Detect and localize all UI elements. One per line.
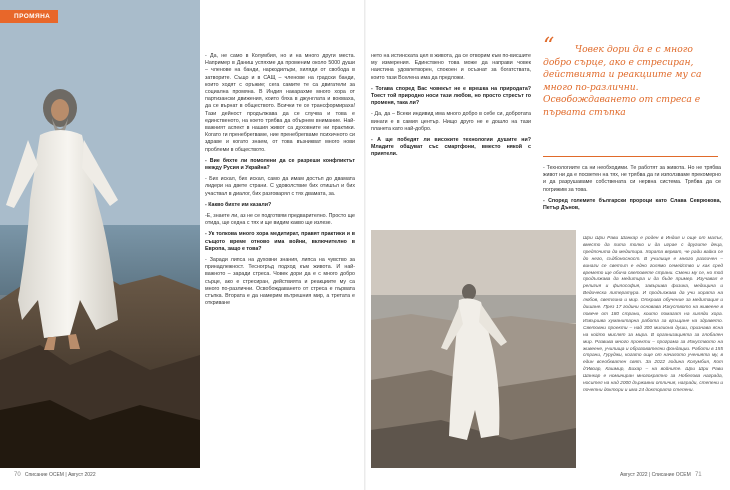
right-page-column-2 <box>543 165 721 216</box>
pull-quote-divider <box>543 156 718 157</box>
paragraph: -Е, знаете ли, аз не се подготвям предварително. Просто ще отида, ще седна с тях и ще видим какво ще излезе. <box>205 213 355 227</box>
section-tag: ПРОМЯНА <box>0 10 58 23</box>
paragraph: - Да, да – Всеки индивид има много добро в себе си, добротата винаги е в самия център. Нищо друго не е дошло на тази планета като най-добро. <box>371 111 531 132</box>
interview-question: - Какво бихте им казали? <box>205 201 272 208</box>
magazine-name: Списание ОСЕМ <box>24 472 64 478</box>
paragraph: - Да, не само в Колумбия, но и на много други места. Например в Даниш успяхме да променим около 5000 души – членове на банди, наркодилъри, хиляди от свобода в затворите. Също и в САЩ – членове на градски банди, които ходят с оръжие; сега самите те са двигатели за социална промяна. В Индия накарахме много хора от партизански движения, които бяха в джунглата и воюваха, да се върнат в обществото. Всички те се трансформираха! Тази дейност продължава да се случва и това е единственото, на което трябва да обърнем внимание. Най-важният аспект в нашия живот са духовните ни практики. Когато ги пренебрегваме, ние пренебрегваме психичното си здраве и когато знаем, от това възникват много нови проблеми в обществото. <box>205 53 355 153</box>
interview-question: - А ще победят ли високите технологии душите ни? Младите общуват със смартфони, вместо някой с приятели. <box>371 137 531 158</box>
left-footer: 70 Списание ОСЕМ | Август 2022 <box>14 472 96 478</box>
page-number: 70 <box>14 472 21 478</box>
photo-guru-walking <box>371 230 576 468</box>
paragraph: нето на истинската цел в живота, да се отворим към по-висшите му измерения. Единствено това може да направи човек наистина удовлетворен, спокоен и осъзнат за богатствата, които тази Вселена има да предложи. <box>371 53 531 81</box>
interview-question: - Според големите български пророци като Слава Севрюкова, Петър Дънов, <box>543 197 721 212</box>
issue-date: Август 2022 <box>68 472 96 478</box>
right-page-column-1 <box>371 53 531 163</box>
paragraph: - Заради липса на духовни знания, липса на чувство за принадлежност. Тесногръд подход към живота. И най-важното – заради стреса. Човек дори да е с много добро сърце, ако е стресиран, действията и реакциите му са много по-различни. Освобождаването от стреса е първата стъпка. Втората е да намерим вътрешния мир, а третата е откриване <box>205 257 355 307</box>
photo-illustration <box>371 230 576 468</box>
right-footer: Август 2022 | Списание ОСЕМ 71 <box>620 472 702 478</box>
left-page-column-1 <box>205 53 355 312</box>
interview-question: - Ук толкова много хора медитират, правят практики и в същото време отново има войни, включително в Европа, защо е това? <box>205 231 355 252</box>
photo-guru-on-rocks <box>0 0 200 468</box>
pull-quote-text: Човек дори да е с много добро сърце, ако е стресиран, действията и реакциите му са много по-различни. Освобождаването от стреса е първата стъпка <box>543 44 702 118</box>
pull-quote <box>543 34 723 119</box>
quote-mark-icon: “ <box>543 34 555 59</box>
photo-illustration <box>0 0 200 468</box>
issue-date: Август 2022 <box>620 472 648 478</box>
page-gutter <box>364 0 366 490</box>
paragraph: - Технологиите са ни необходими. Те работят за живота. Но не трябва живот ни да е посветен на тях, не трябва да ги използваме прекомерно и да разрушаваме собствената си нервна система. Трябва да се погрижим за това. <box>543 165 721 193</box>
interview-question: - Тогава според Вас човекът не е врешка на природата? Тоест той природно носи тази любов, но просто стресът го променя, така ли? <box>371 85 531 107</box>
interview-question: - Вие бяхте ли помолени да се разреши конфликтът между Русия и Украйна? <box>205 157 355 172</box>
magazine-name: Списание ОСЕМ <box>651 472 691 478</box>
page-number: 71 <box>694 472 702 478</box>
photo-caption: Шри Шри Рави Шанкар е роден в Индия и още от малък, вместо да пита толко и да играе с другите деца, предпочита да медитира. Хората вярват, че ради вайка се до него, съдбоносност. В училище е много различен – винаги се светът е едно голямо семейство и как сред времето ще обича световете страни. Смени му се, но той продължава да медитира и да бъде пример. Изучавал е религия и философия, завършва физика, медицина и Ведическа литература. И продължава да учи хората на любов, светлина и мир. Открива обучение за медитация и дишане. През 17 години основава Изкуството на живеене в повече от 180 страни, които помагат на хиляди хора. Извършва хуманитарна работа за връщане на здравето. Световни проекти – над 300 милиона души, признава ясна на който мислят за мира. В организацията за глобален мир. Развива много проекти – програма за Изкуството на живеене, училища и образователни фондации. Работи в 155 страни, Гуруджи, когато още от началото ученията му, в един всеобхватен свят. За 2022 година Колумбия, Кот д'Ивоар, Кашмир, Бихар – на войните. Шри Шри Рави Шанкар е номиниран многократно за Нобелова награда, носител на над 2000 държавни отличия, награди, степени и почетни доктори и има 24 доктората степени. <box>583 236 723 393</box>
paragraph: - Бих искал, бих искал, само да имам достъп до двамата лидери на двете страни. С удоволствие бих отишъл и бих участвал в диалог, бих разговарял с тях двамата, за. <box>205 176 355 197</box>
